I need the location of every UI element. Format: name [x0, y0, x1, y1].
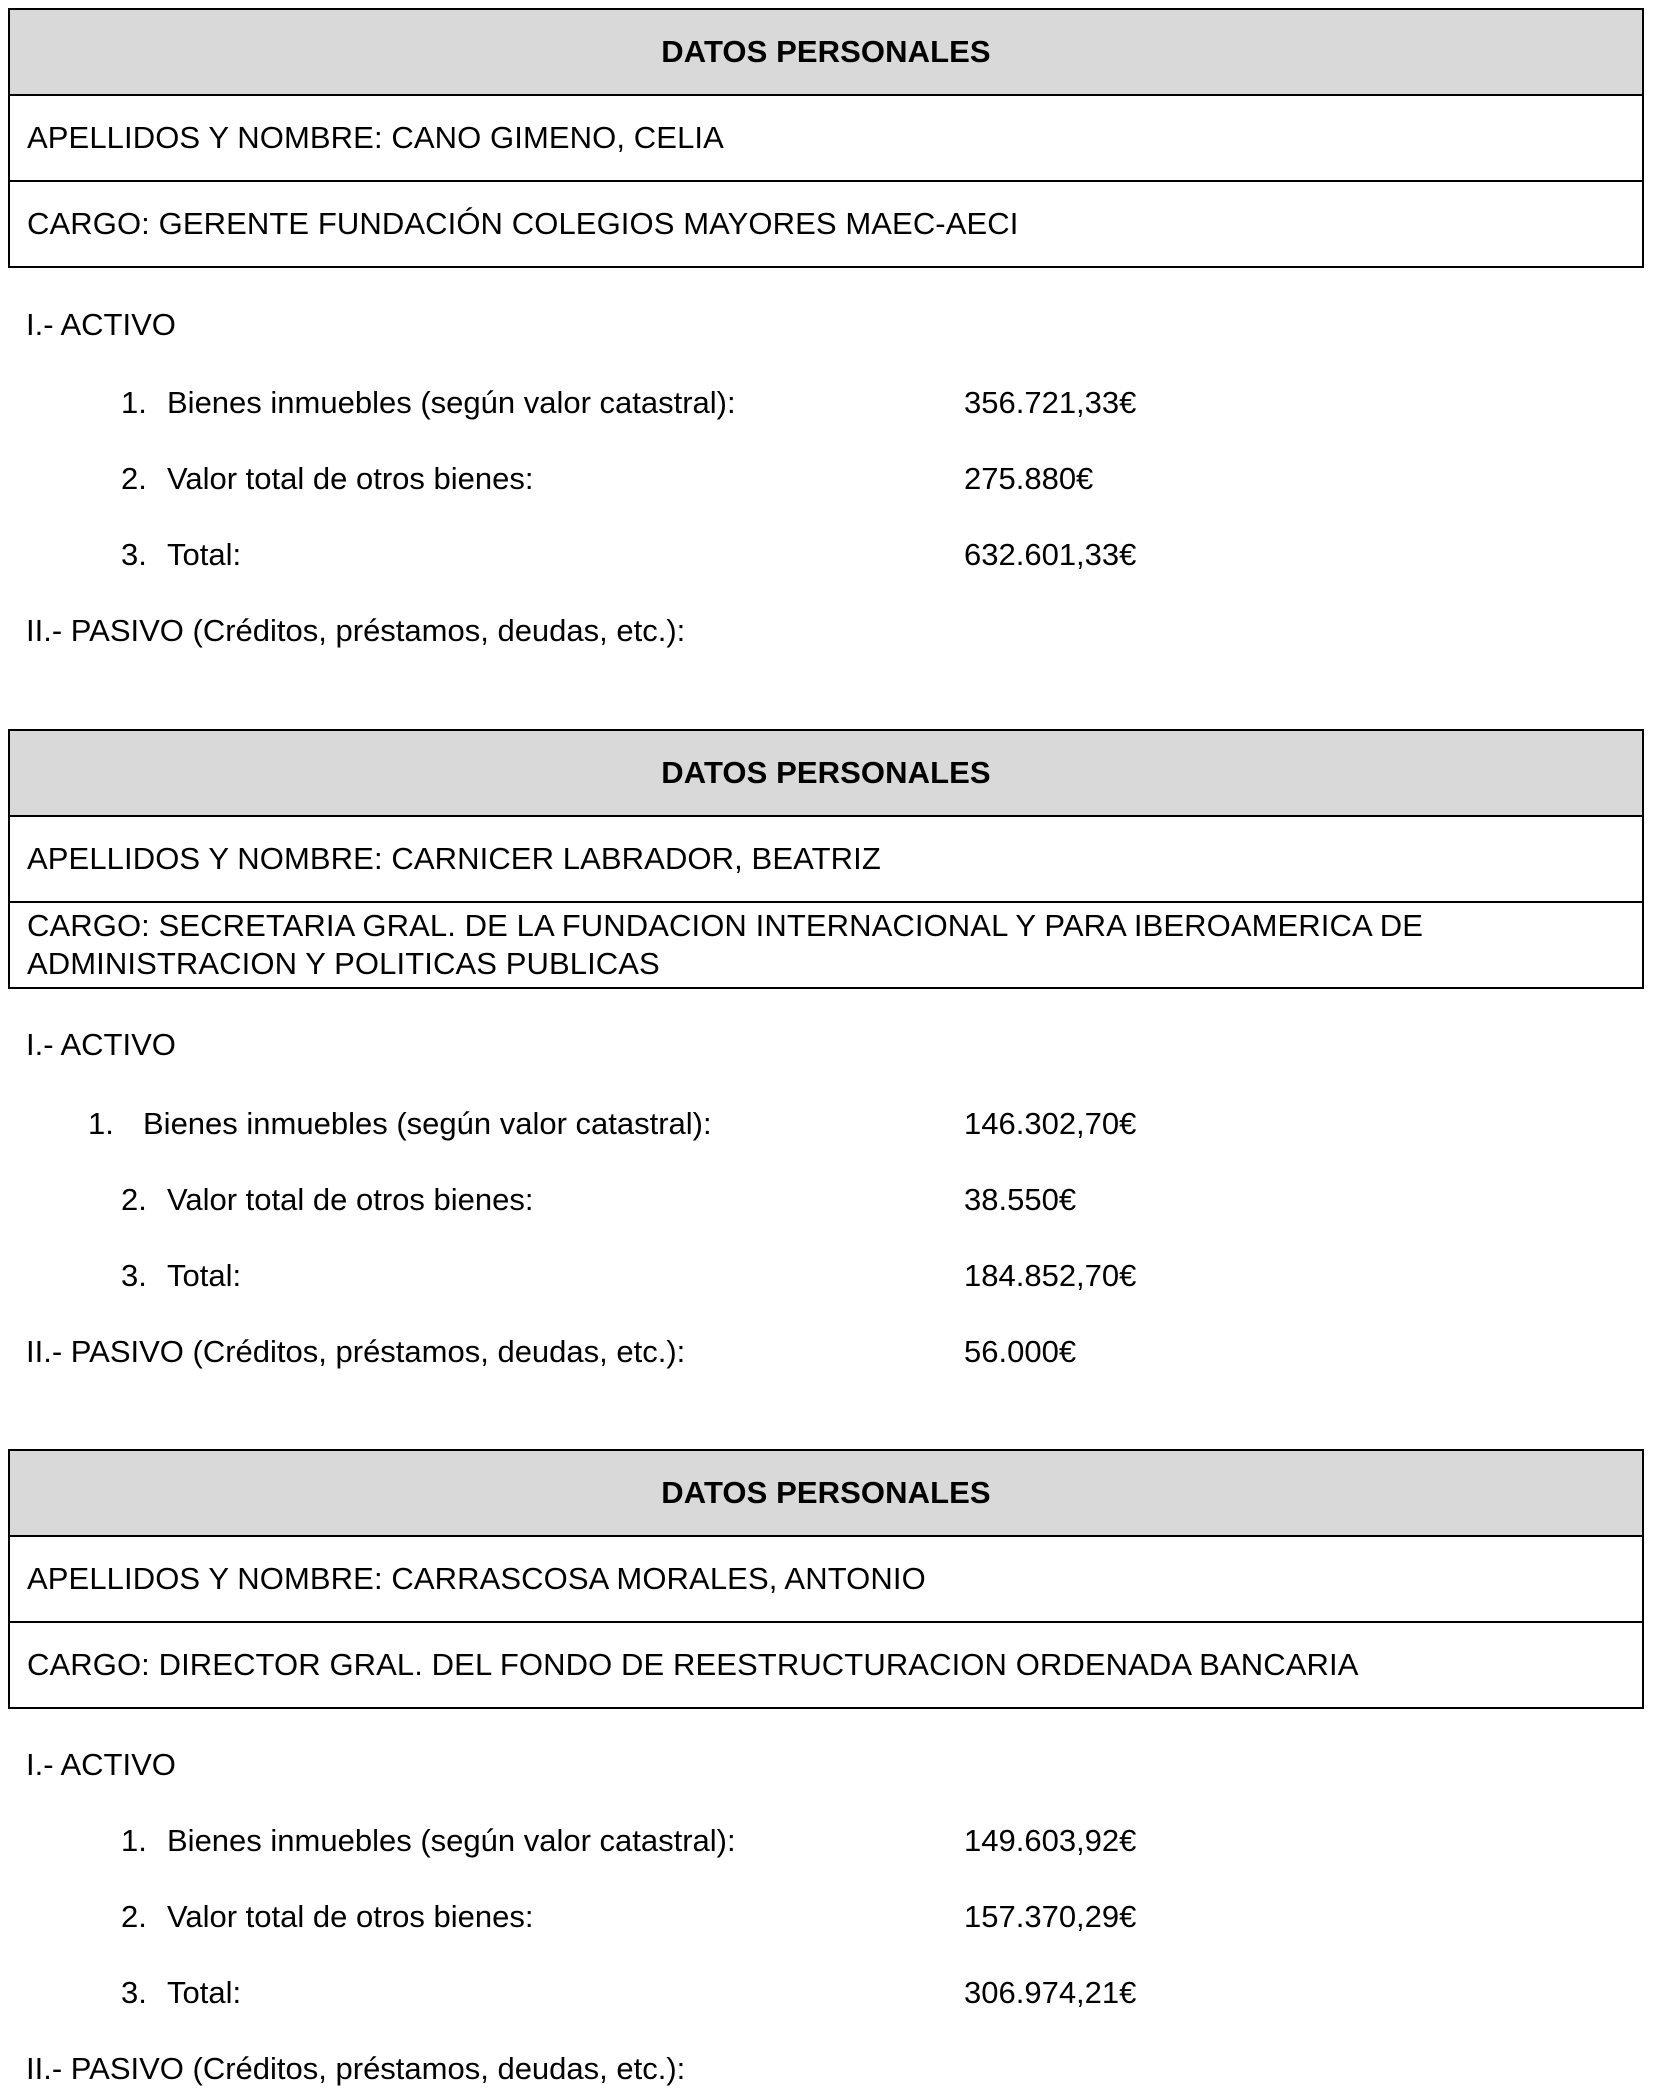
asset-value-total: 306.974,21€ [964, 1975, 1137, 2010]
table-header: DATOS PERSONALES [10, 1451, 1642, 1535]
asset-value-other-goods: 275.880€ [964, 461, 1094, 496]
liabilities-section-label: II.- PASIVO (Créditos, préstamos, deudas, etc.): [26, 613, 686, 648]
position-row [10, 901, 1642, 987]
asset-value-other-goods: 157.370,29€ [964, 1899, 1137, 1934]
asset-value-real-estate: 146.302,70€ [964, 1106, 1137, 1141]
liabilities-section-label: II.- PASIVO (Créditos, préstamos, deudas, etc.): [26, 2051, 686, 2086]
item-label: Bienes inmuebles (según valor catastral): [167, 1823, 736, 1858]
item-number: 3. [121, 1258, 147, 1293]
item-label: Bienes inmuebles (según valor catastral): [143, 1106, 712, 1141]
item-label: Total: [167, 537, 242, 572]
asset-value-total: 632.601,33€ [964, 537, 1137, 572]
item-label: Total: [167, 1975, 242, 2010]
full-name-row: APELLIDOS Y NOMBRE: CANO GIMENO, CELIA [10, 94, 1642, 180]
liabilities-value: 56.000€ [964, 1334, 1077, 1369]
item-number: 2. [121, 1182, 147, 1217]
personal-data-table [8, 1449, 1644, 1709]
assets-section-label: I.- ACTIVO [26, 307, 176, 342]
personal-data-table [8, 8, 1644, 268]
asset-value-other-goods: 38.550€ [964, 1182, 1077, 1217]
item-number: 2. [121, 1899, 147, 1934]
item-number: 3. [121, 1975, 147, 2010]
item-label: Valor total de otros bienes: [167, 1899, 534, 1934]
item-number: 1. [88, 1106, 114, 1141]
full-name-row: APELLIDOS Y NOMBRE: CARRASCOSA MORALES, ANTONIO [10, 1535, 1642, 1621]
position-line-1: CARGO: SECRETARIA GRAL. DE LA FUNDACION INTERNACIONAL Y PARA IBEROAMERICA DE [27, 908, 1424, 943]
item-number: 2. [121, 461, 147, 496]
position-line-2: ADMINISTRACION Y POLITICAS PUBLICAS [27, 946, 660, 981]
personal-data-table [8, 729, 1644, 989]
item-number: 1. [121, 385, 147, 420]
table-header: DATOS PERSONALES [10, 10, 1642, 94]
asset-value-real-estate: 149.603,92€ [964, 1823, 1137, 1858]
assets-section-label: I.- ACTIVO [26, 1027, 176, 1062]
item-label: Total: [167, 1258, 242, 1293]
item-label: Bienes inmuebles (según valor catastral): [167, 385, 736, 420]
full-name-row: APELLIDOS Y NOMBRE: CARNICER LABRADOR, BEATRIZ [10, 815, 1642, 901]
position-row: CARGO: GERENTE FUNDACIÓN COLEGIOS MAYORES MAEC-AECI [10, 180, 1642, 266]
position-row: CARGO: DIRECTOR GRAL. DEL FONDO DE REESTRUCTURACION ORDENADA BANCARIA [10, 1621, 1642, 1707]
liabilities-section-label: II.- PASIVO (Créditos, préstamos, deudas, etc.): [26, 1334, 686, 1369]
table-header: DATOS PERSONALES [10, 731, 1642, 815]
item-label: Valor total de otros bienes: [167, 1182, 534, 1217]
assets-section-label: I.- ACTIVO [26, 1747, 176, 1782]
item-number: 1. [121, 1823, 147, 1858]
asset-value-real-estate: 356.721,33€ [964, 385, 1137, 420]
item-number: 3. [121, 537, 147, 572]
asset-value-total: 184.852,70€ [964, 1258, 1137, 1293]
item-label: Valor total de otros bienes: [167, 461, 534, 496]
